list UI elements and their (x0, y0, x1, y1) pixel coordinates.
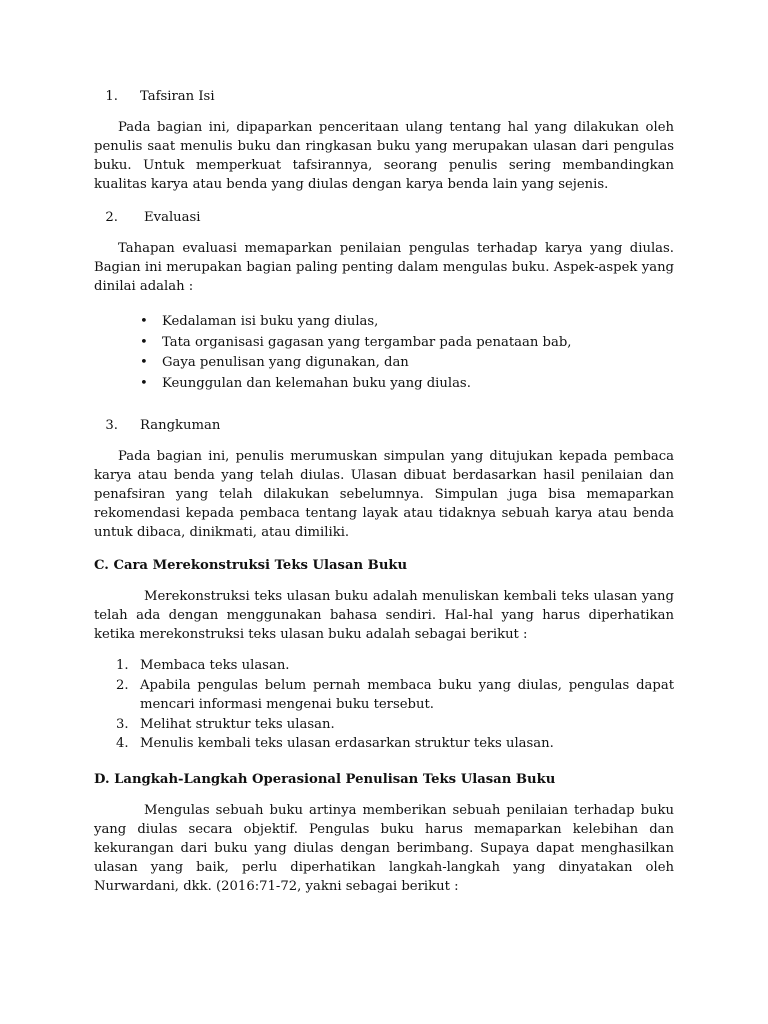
bullet-icon: • (140, 355, 148, 370)
evaluation-aspects-list (94, 312, 674, 394)
paragraph-rangkuman: Pada bagian ini, penulis merumuskan simpulan yang ditujukan kepada pembaca karya atau benda yang telah diulas. Ulasan dibuat berdasarkan hasil penilaian dan penafsiran yang telah dilakukan sebelumnya. Simpulan juga bisa memaparkan rekomendasi kepada pembaca tentang layak atau tidaknya sebuah karya atau benda untuk dibaca, dinikmati, atau dimiliki. (94, 449, 674, 540)
heading-text: Evaluasi (144, 210, 201, 225)
list-item: • Gaya penulisan yang digunakan, dan (140, 353, 674, 374)
reconstruction-steps-list (94, 656, 674, 754)
bullet-icon: • (140, 375, 148, 391)
paragraph-evaluasi: Tahapan evaluasi memaparkan penilaian pengulas terhadap karya yang diulas. Bagian ini merupakan bagian paling penting dalam mengulas buku. Aspek-aspek yang dinilai adalah : (94, 241, 674, 294)
heading-number: 1. (105, 89, 118, 104)
list-item: • Keunggulan dan kelemahan buku yang diulas. (140, 374, 674, 395)
list-item: • Kedalaman isi buku yang diulas, (140, 312, 674, 333)
paragraph-tafsiran-isi: Pada bagian ini, dipaparkan penceritaan ulang tentang hal yang dilakukan oleh penulis saat menulis buku dan ringkasan buku yang merupakan ulasan dari pengulas buku. Untuk memperkuat tafsirannya, seorang penulis sering membandingkan kualitas karya atau benda yang diulas dengan karya benda lain yang sejenis. (94, 120, 674, 192)
list-item: 2. Apabila pengulas belum pernah membaca buku yang diulas, pengulas dapat mencari informasi mengenai buku tersebut. (116, 677, 674, 712)
list-item: 3. Melihat struktur teks ulasan. (116, 716, 335, 732)
heading-evaluasi (94, 208, 674, 227)
bullet-icon: • (140, 334, 148, 350)
heading-rangkuman (94, 416, 674, 435)
paragraph-section-d: Mengulas sebuah buku artinya memberikan sebuah penilaian terhadap buku yang diulas secara objektif. Pengulas buku harus memaparkan kelebihan dan kekurangan dari buku yang diulas dengan berimbang. Supaya dapat menghasilkan ulasan yang baik, perlu diperhatikan langkah-langkah yang dinyatakan oleh Nurwardani, dkk. (2016:71-72, yakni sebagai berikut : (94, 802, 674, 894)
heading-text: Rangkuman (140, 418, 221, 433)
heading-number: 3. (105, 418, 118, 433)
list-item: 4. Menulis kembali teks ulasan erdasarkan struktur teks ulasan. (116, 736, 554, 751)
heading-number: 2. (105, 210, 118, 225)
bullet-icon: • (140, 314, 148, 329)
list-item: • Tata organisasi gagasan yang tergambar pada penataan bab, (140, 333, 674, 354)
list-item: 1. Membaca teks ulasan. (116, 658, 290, 673)
heading-text: Tafsiran Isi (140, 89, 215, 104)
paragraph-section-c: Merekonstruksi teks ulasan buku adalah menuliskan kembali teks ulasan yang telah ada dengan menggunakan bahasa sendiri. Hal-hal yang harus diperhatikan ketika merekonstruksi teks ulasan buku adalah sebagai berikut : (94, 589, 674, 642)
heading-tafsiran-isi (94, 87, 674, 106)
heading-section-c: C. Cara Merekonstruksi Teks Ulasan Buku (94, 558, 408, 573)
heading-section-d: D. Langkah-Langkah Operasional Penulisan Teks Ulasan Buku (94, 771, 556, 787)
